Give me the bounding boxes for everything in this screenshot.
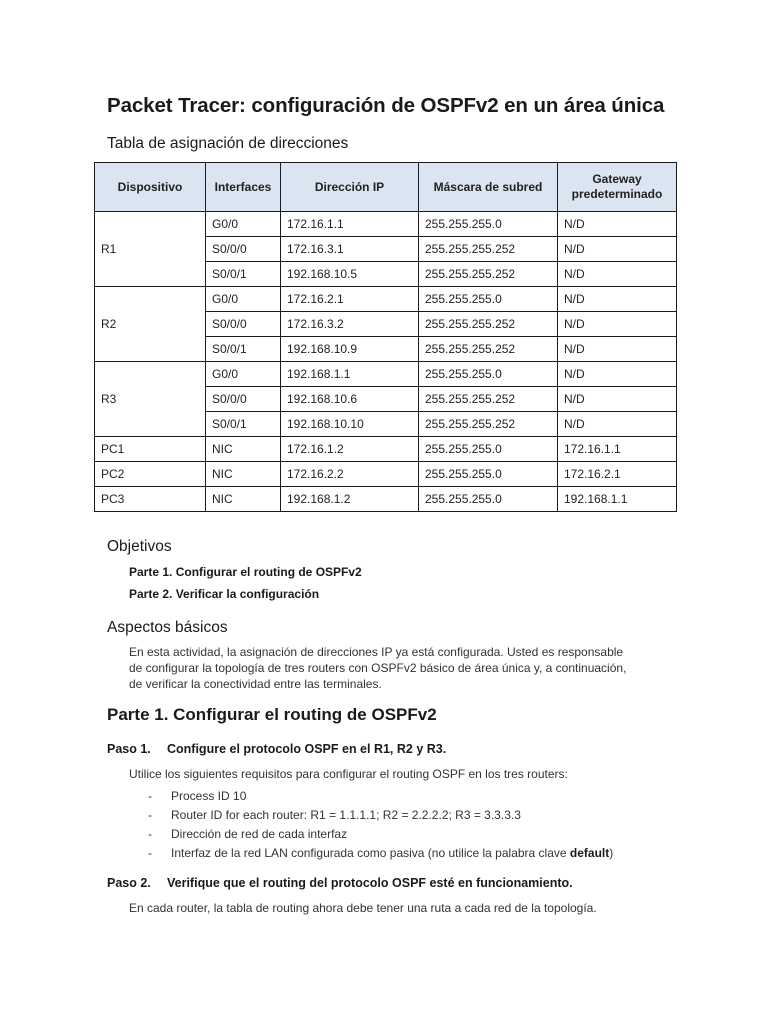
gateway-cell: N/D: [558, 362, 677, 387]
ip-cell: 172.16.3.2: [281, 312, 419, 337]
device-cell: PC1: [95, 437, 206, 462]
ip-cell: 192.168.10.10: [281, 412, 419, 437]
step2-title: Verifique que el routing del protocolo OSPF esté en funcionamiento.: [167, 876, 573, 890]
step1-title: Configure el protocolo OSPF en el R1, R2 y R3.: [167, 742, 447, 756]
interface-cell: G0/0: [206, 212, 281, 237]
interface-cell: S0/0/0: [206, 387, 281, 412]
ip-cell: 192.168.10.5: [281, 262, 419, 287]
mask-cell: 255.255.255.0: [419, 362, 558, 387]
header-interfaces: Interfaces: [206, 163, 281, 212]
mask-cell: 255.255.255.252: [419, 262, 558, 287]
ip-cell: 192.168.10.6: [281, 387, 419, 412]
table-row: [95, 462, 677, 487]
background-line: En esta actividad, la asignación de direcciones IP ya está configurada. Usted es responsable: [129, 645, 624, 659]
ip-cell: 172.16.2.2: [281, 462, 419, 487]
bullet-dash: -: [148, 789, 152, 803]
interface-cell: S0/0/1: [206, 337, 281, 362]
mask-cell: 255.255.255.252: [419, 312, 558, 337]
gateway-cell: N/D: [558, 387, 677, 412]
device-cell: PC2: [95, 462, 206, 487]
mask-cell: 255.255.255.0: [419, 437, 558, 462]
device-cell: PC3: [95, 487, 206, 512]
gateway-cell: N/D: [558, 312, 677, 337]
table-row: [95, 362, 677, 387]
interface-cell: NIC: [206, 437, 281, 462]
gateway-cell: N/D: [558, 287, 677, 312]
table-row: [95, 287, 677, 312]
list-item: - Process ID 10: [148, 787, 613, 806]
gateway-cell: 192.168.1.1: [558, 487, 677, 512]
interface-cell: S0/0/0: [206, 237, 281, 262]
list-item: - Dirección de red de cada interfaz: [148, 825, 613, 844]
background-line: de verificar la conectividad entre las terminales.: [129, 677, 382, 691]
interface-cell: NIC: [206, 462, 281, 487]
step2-number: Paso 2.: [107, 876, 151, 890]
interface-cell: NIC: [206, 487, 281, 512]
table-row: [95, 437, 677, 462]
ip-cell: 192.168.1.2: [281, 487, 419, 512]
interface-cell: G0/0: [206, 362, 281, 387]
step1-heading: [107, 742, 446, 756]
mask-cell: 255.255.255.252: [419, 412, 558, 437]
background-heading: Aspectos básicos: [107, 619, 228, 636]
interface-cell: S0/0/1: [206, 412, 281, 437]
ip-cell: 172.16.1.1: [281, 212, 419, 237]
ip-cell: 192.168.1.1: [281, 362, 419, 387]
gateway-cell: N/D: [558, 412, 677, 437]
step2-heading: [107, 876, 573, 890]
table-row: [95, 212, 677, 237]
gateway-cell: N/D: [558, 212, 677, 237]
table-row: [95, 487, 677, 512]
gateway-cell: N/D: [558, 337, 677, 362]
objectives-heading: Objetivos: [107, 538, 172, 555]
gateway-cell: N/D: [558, 237, 677, 262]
header-device: Dispositivo: [95, 163, 206, 212]
bullet-dash: -: [148, 827, 152, 841]
device-cell: R1: [95, 212, 206, 287]
part1-title: Parte 1. Configurar el routing de OSPFv2: [107, 705, 437, 724]
device-cell: R3: [95, 362, 206, 437]
gateway-cell: 172.16.1.1: [558, 437, 677, 462]
address-table: [94, 162, 677, 512]
mask-cell: 255.255.255.252: [419, 337, 558, 362]
mask-cell: 255.255.255.252: [419, 237, 558, 262]
objective-item: Parte 2. Verificar la configuración: [129, 587, 320, 601]
objective-item: Parte 1. Configurar el routing de OSPFv2: [129, 565, 362, 579]
interface-cell: S0/0/1: [206, 262, 281, 287]
mask-cell: 255.255.255.252: [419, 387, 558, 412]
keyword-default: default: [569, 846, 610, 860]
bullet-dash: -: [148, 846, 152, 860]
gateway-cell: 172.16.2.1: [558, 462, 677, 487]
mask-cell: 255.255.255.0: [419, 287, 558, 312]
step1-intro: Utilice los siguientes requisitos para configurar el routing OSPF en los tres routers:: [129, 767, 568, 781]
step1-number: Paso 1.: [107, 742, 151, 756]
interface-cell: S0/0/0: [206, 312, 281, 337]
interface-cell: G0/0: [206, 287, 281, 312]
mask-cell: 255.255.255.0: [419, 487, 558, 512]
document-title: Packet Tracer: configuración de OSPFv2 en un área única: [107, 94, 665, 117]
header-default-gateway: Gateway predeterminado: [558, 163, 677, 212]
ip-cell: 192.168.10.9: [281, 337, 419, 362]
table-heading: Tabla de asignación de direcciones: [107, 135, 349, 152]
device-cell: R2: [95, 287, 206, 362]
background-line: de configurar la topología de tres routers con OSPFv2 básico de área única y, a continuación,: [129, 661, 627, 675]
mask-cell: 255.255.255.0: [419, 212, 558, 237]
step2-text: En cada router, la tabla de routing ahora debe tener una ruta a cada red de la topología.: [129, 901, 597, 915]
ip-cell: 172.16.2.1: [281, 287, 419, 312]
header-ip-address: Dirección IP: [281, 163, 419, 212]
list-item: - Interfaz de la red LAN configurada como pasiva (no utilice la palabra clave default): [148, 844, 613, 863]
list-item: - Router ID for each router: R1 = 1.1.1.1; R2 = 2.2.2.2; R3 = 3.3.3.3: [148, 806, 613, 825]
ip-cell: 172.16.3.1: [281, 237, 419, 262]
header-subnet-mask: Máscara de subred: [419, 163, 558, 212]
mask-cell: 255.255.255.0: [419, 462, 558, 487]
table-header-row: [95, 163, 677, 212]
ip-cell: 172.16.1.2: [281, 437, 419, 462]
step1-bullet-list: [148, 787, 613, 863]
gateway-cell: N/D: [558, 262, 677, 287]
bullet-dash: -: [148, 808, 152, 822]
